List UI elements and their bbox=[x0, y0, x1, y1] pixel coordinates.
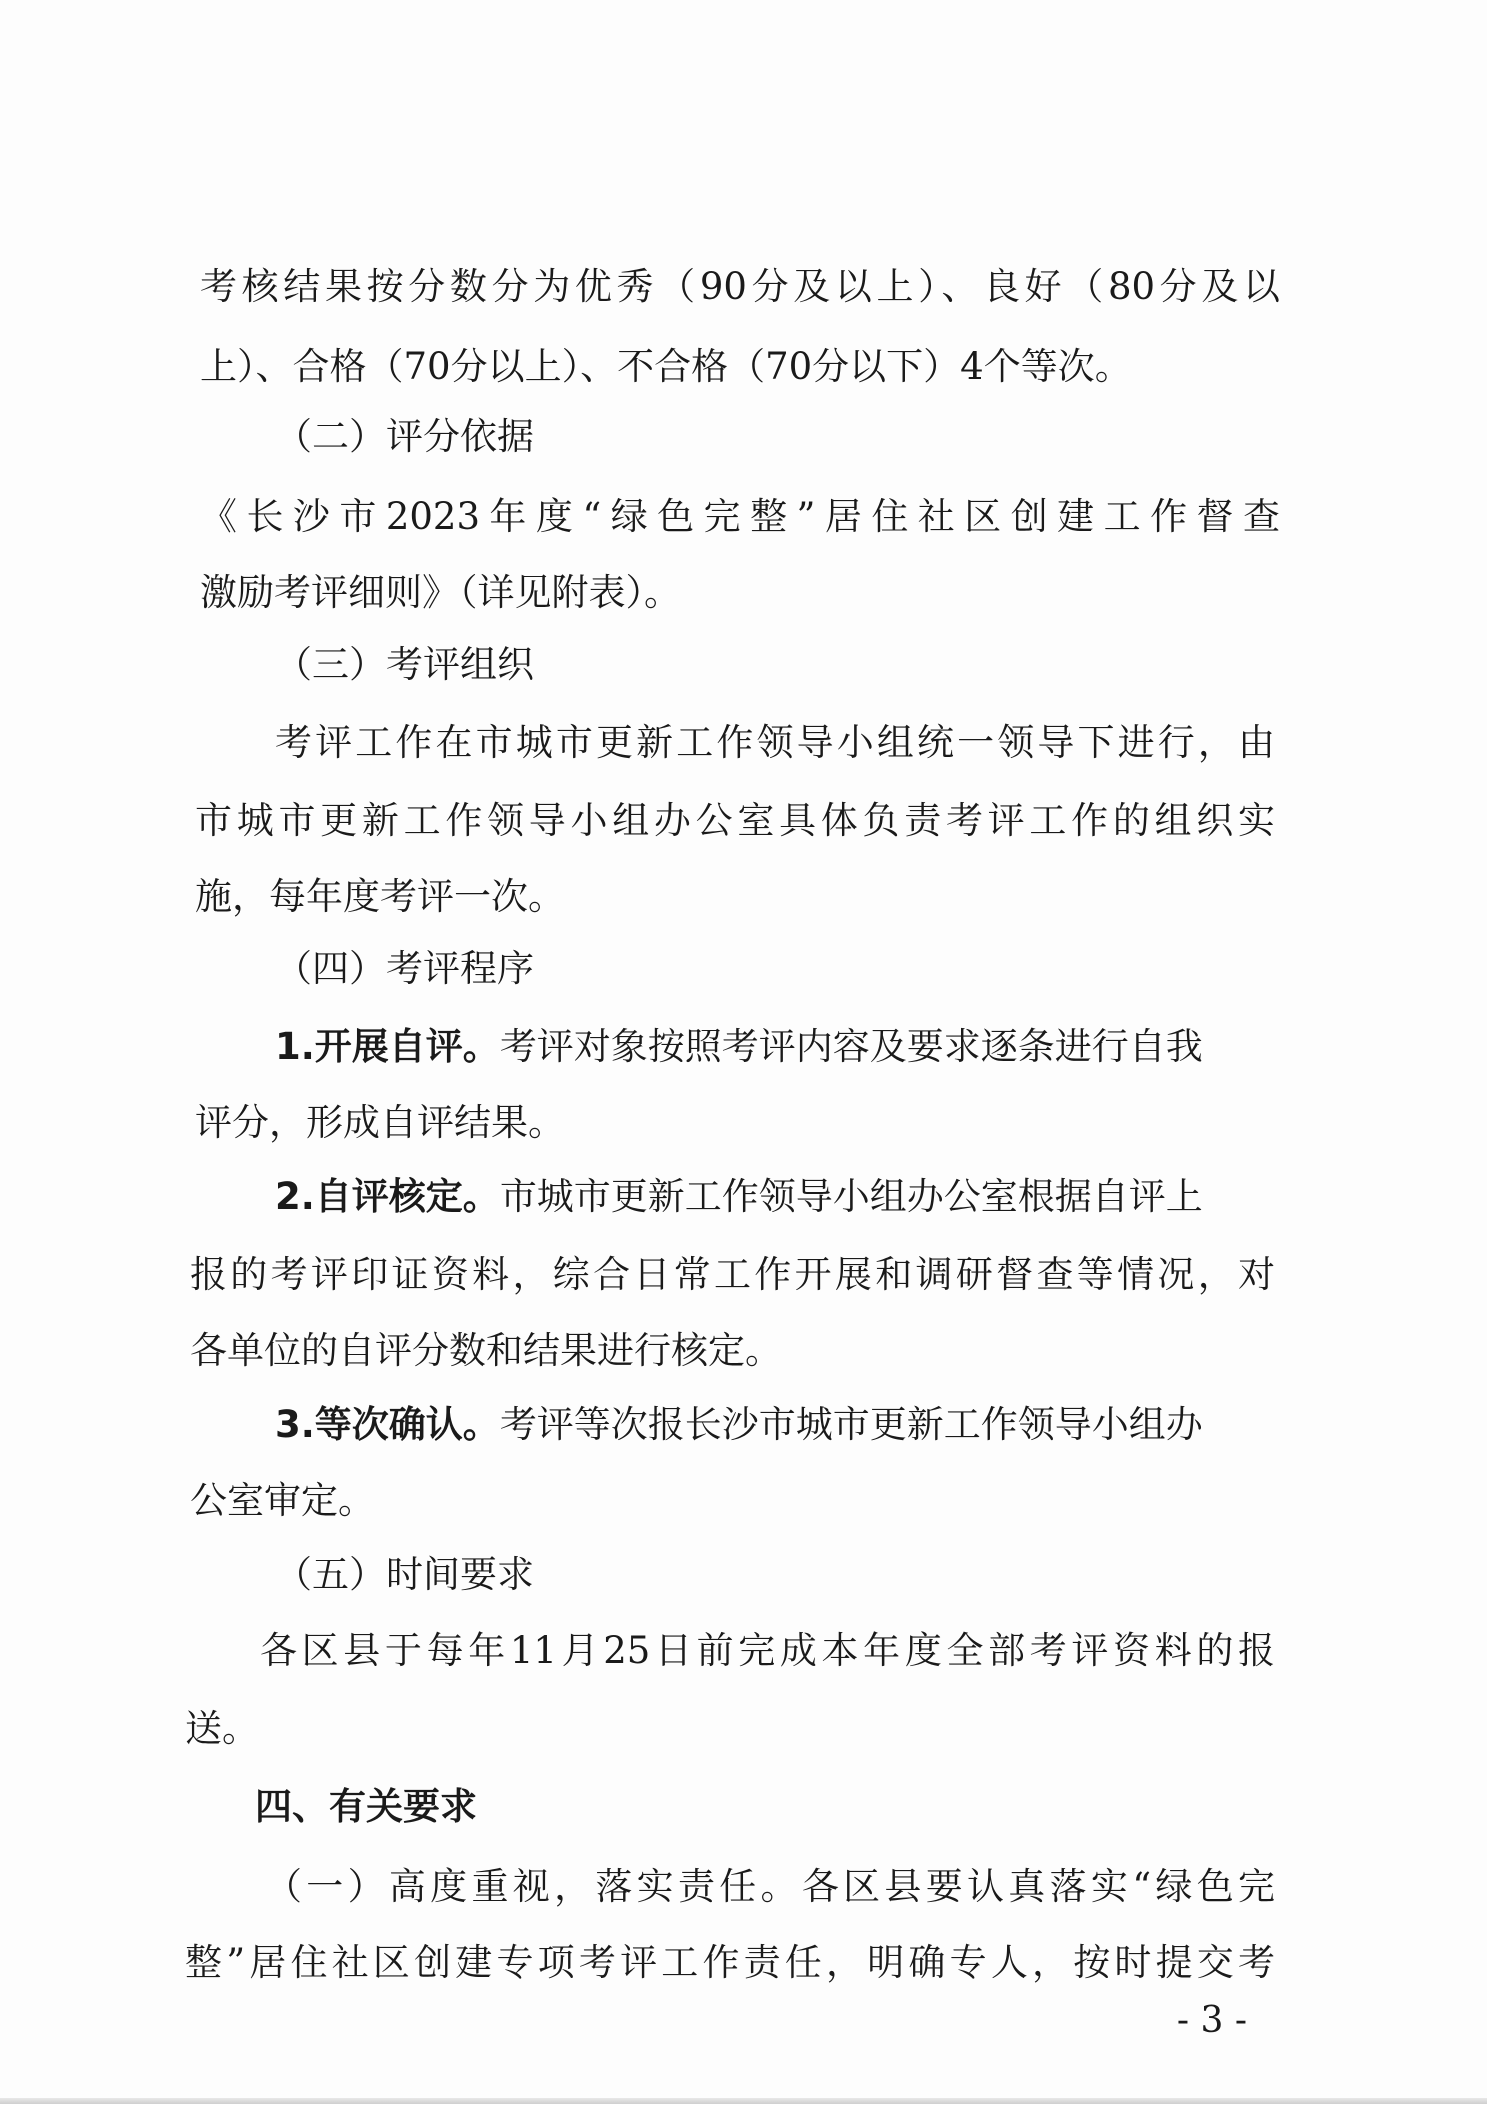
paragraph-responsibility-line2: 整”居住社区创建专项考评工作责任，明确专人，按时提交考 bbox=[185, 1941, 1275, 1984]
paragraph-responsibility-line1: （一）高度重视，落实责任。各区县要认真落实“绿色完 bbox=[265, 1865, 1275, 1908]
paragraph-grading-line2: 上）、合格（70分以上）、不合格（70分以下）4个等次。 bbox=[200, 345, 1132, 388]
step-grade-confirmation-lead: 3.等次确认。 bbox=[275, 1403, 500, 1446]
step-grade-confirmation-text: 考评等次报长沙市城市更新工作领导小组办 bbox=[499, 1403, 1203, 1446]
step-verification-line1 bbox=[275, 1172, 1275, 1222]
paragraph-grading-line1: 考核结果按分数分为优秀（90分及以上）、良好（80分及以 bbox=[200, 265, 1280, 308]
step-self-evaluation-lead: 1.开展自评。 bbox=[275, 1025, 500, 1068]
paragraph-organization-line3: 施，每年度考评一次。 bbox=[195, 875, 565, 918]
scan-bottom-edge bbox=[0, 2098, 1487, 2104]
paragraph-scoring-basis-line2: 激励考评细则》（详见附表）。 bbox=[200, 571, 681, 614]
paragraph-scoring-basis-line1: 《长沙市2023年度“绿色完整”居住社区创建工作督查 bbox=[200, 495, 1280, 538]
step-grade-confirmation-line1 bbox=[275, 1400, 1275, 1450]
step-verification-text: 市城市更新工作领导小组办公室根据自评上 bbox=[499, 1175, 1203, 1218]
heading-time-requirement: （五）时间要求 bbox=[275, 1553, 534, 1596]
step-grade-confirmation-line2: 公室审定。 bbox=[190, 1479, 375, 1522]
step-self-evaluation-text: 考评对象按照考评内容及要求逐条进行自我 bbox=[499, 1025, 1203, 1068]
step-verification-line2: 报的考评印证资料，综合日常工作开展和调研督查等情况，对 bbox=[190, 1253, 1275, 1296]
heading-evaluation-organization: （三）考评组织 bbox=[275, 643, 534, 686]
heading-evaluation-procedure: （四）考评程序 bbox=[275, 947, 534, 990]
section-heading-requirements: 四、有关要求 bbox=[255, 1785, 477, 1828]
heading-scoring-basis: （二）评分依据 bbox=[275, 415, 534, 458]
step-verification-lead: 2.自评核定。 bbox=[275, 1175, 500, 1218]
step-verification-line3: 各单位的自评分数和结果进行核定。 bbox=[190, 1329, 782, 1372]
paragraph-time-line2: 送。 bbox=[185, 1707, 259, 1750]
paragraph-organization-line1: 考评工作在市城市更新工作领导小组统一领导下进行，由 bbox=[275, 721, 1275, 764]
step-self-evaluation-line2: 评分，形成自评结果。 bbox=[195, 1101, 565, 1144]
step-self-evaluation-line1 bbox=[275, 1022, 1275, 1072]
page-number: - 3 - bbox=[1176, 2000, 1247, 2041]
paragraph-organization-line2: 市城市更新工作领导小组办公室具体负责考评工作的组织实 bbox=[195, 799, 1275, 842]
paragraph-time-line1: 各区县于每年11月25日前完成本年度全部考评资料的报 bbox=[260, 1629, 1275, 1672]
